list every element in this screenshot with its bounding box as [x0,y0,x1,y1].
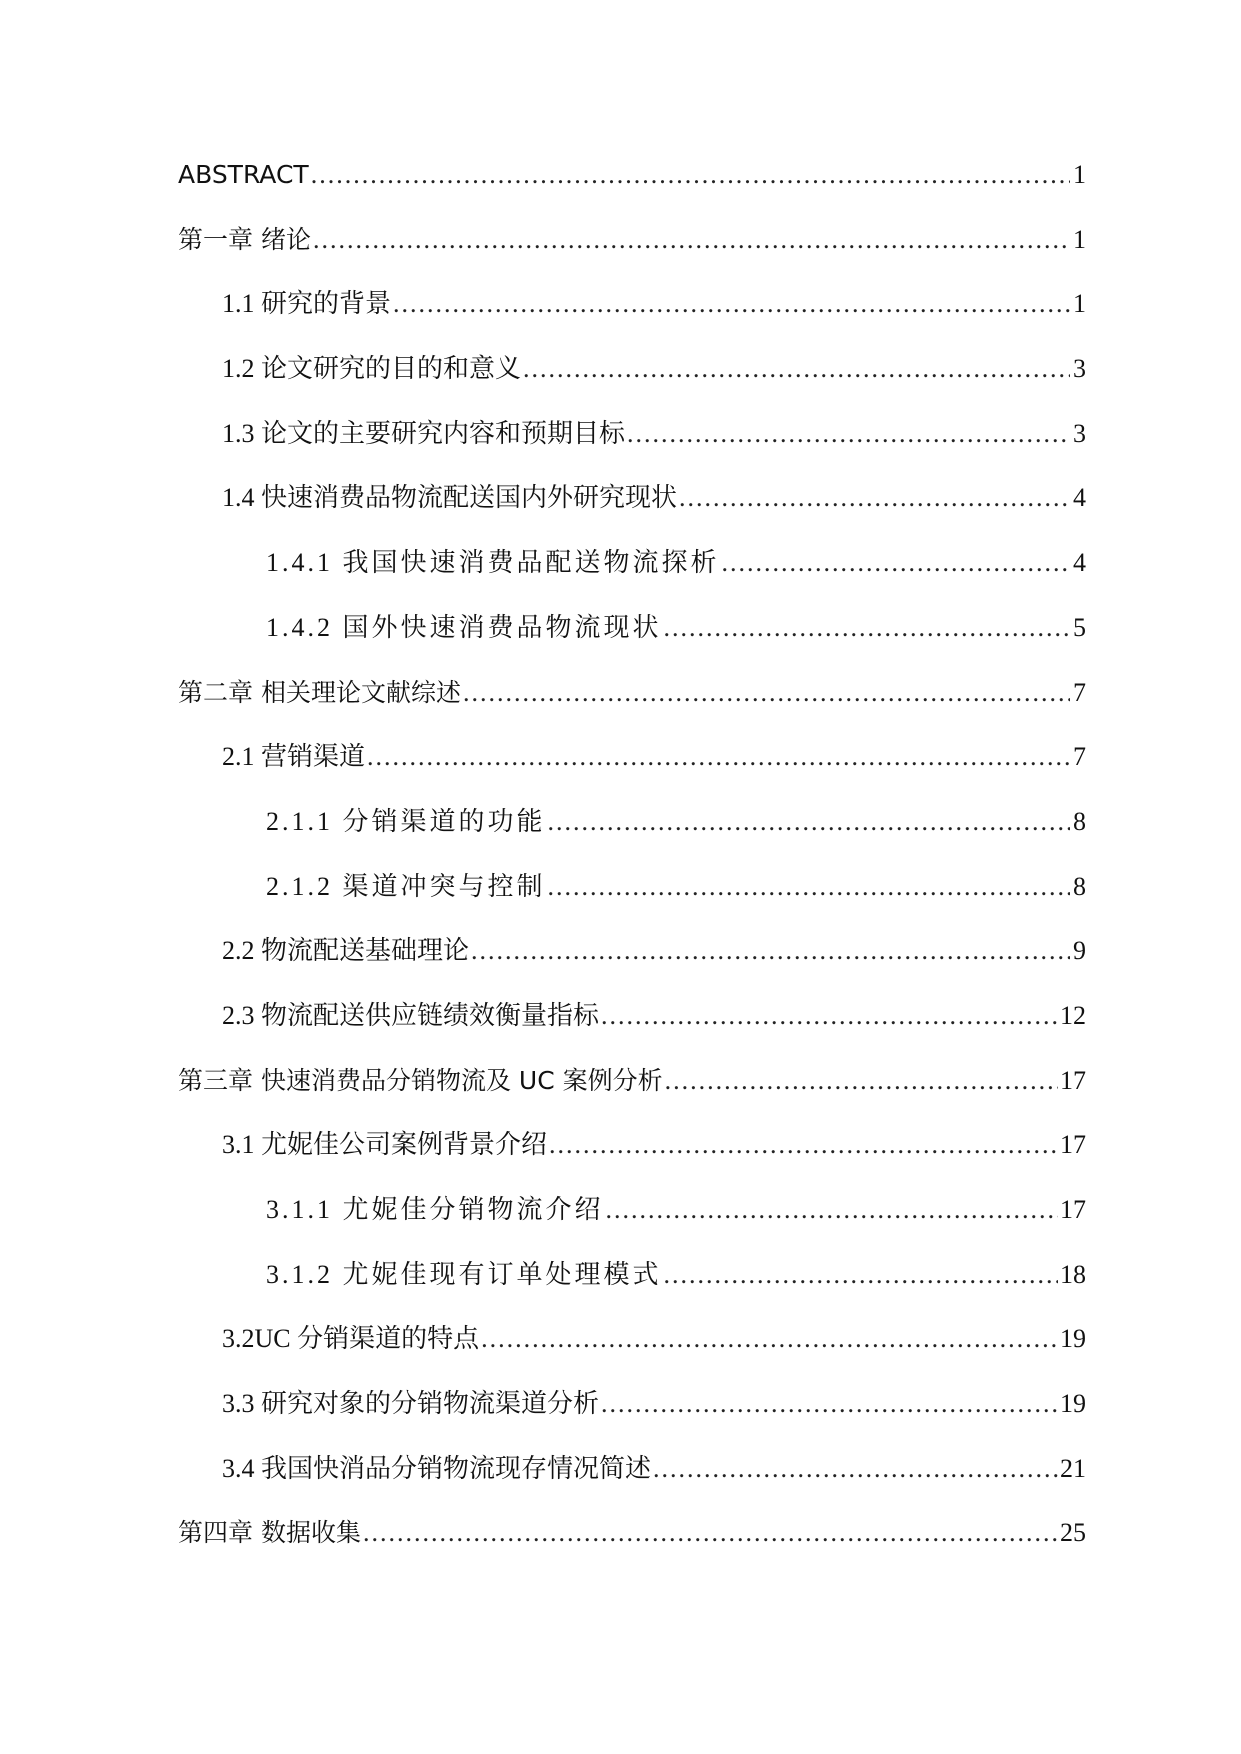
toc-entry-title: 第二章 相关理论文献综述 [178,677,461,707]
toc-page-number: 17 [1060,1065,1086,1095]
toc-page-number: 17 [1060,1130,1086,1160]
toc-entry[interactable] [178,543,1086,608]
toc-entry-title: 3.3 研究对象的分销物流渠道分析 [222,1389,600,1419]
toc-entry[interactable] [178,931,1086,996]
toc-page-number: 19 [1060,1389,1086,1419]
toc-entry-title: 3.1 尤妮佳公司案例背景介绍 [222,1130,548,1160]
dot-leader [367,737,1070,777]
toc-entry[interactable] [178,155,1086,220]
table-of-contents [178,155,1086,1578]
toc-entry-title: 1.4.1 我国快速消费品配送物流探析 [266,548,720,578]
toc-entry-title: 2.2 物流配送基础理论 [222,936,470,966]
toc-entry-title: 1.1 研究的背景 [222,289,392,319]
dot-leader [481,1319,1058,1359]
toc-page-number: 7 [1073,677,1086,707]
toc-entry-title: 1.4.2 国外快速消费品物流现状 [266,612,662,642]
toc-page-number: 9 [1073,936,1086,966]
dot-leader [601,996,1058,1036]
toc-entry-title: 1.2 论文研究的目的和意义 [222,354,522,384]
toc-entry[interactable] [178,1319,1086,1384]
toc-entry[interactable] [178,1449,1086,1514]
toc-page-number: 12 [1060,1000,1086,1030]
dot-leader [665,1061,1058,1101]
dot-leader [664,1255,1058,1295]
toc-entry[interactable] [178,1061,1086,1126]
toc-entry[interactable] [178,673,1086,738]
dot-leader [313,220,1070,260]
dot-leader [549,1125,1058,1165]
toc-entry-title: 第一章 绪论 [178,224,311,254]
toc-entry-title: 第四章 数据收集 [178,1518,361,1548]
toc-page-number: 5 [1073,612,1086,642]
toc-page-number: 19 [1060,1324,1086,1354]
dot-leader [311,155,1070,195]
toc-entry-title: 3.1.1 尤妮佳分销物流介绍 [266,1195,604,1224]
dot-leader [664,608,1070,648]
toc-entry[interactable] [178,1384,1086,1449]
dot-leader [463,673,1070,713]
toc-page-number: 18 [1060,1259,1086,1289]
toc-page-number: 1 [1073,160,1086,189]
dot-leader [548,802,1070,842]
dot-leader [393,284,1070,324]
toc-entry-title: 1.3 论文的主要研究内容和预期目标 [222,418,626,448]
toc-entry[interactable] [178,1513,1086,1578]
toc-page-number: 4 [1073,483,1086,513]
toc-entry[interactable] [178,996,1086,1061]
toc-page-number: 1 [1073,289,1086,319]
toc-entry[interactable] [178,349,1086,414]
dot-leader [653,1449,1058,1489]
toc-entry[interactable] [178,414,1086,479]
toc-entry[interactable] [178,1125,1086,1190]
toc-entry-title: ABSTRACT [178,160,309,189]
toc-page-number: 1 [1073,224,1086,254]
dot-leader [548,867,1070,907]
dot-leader [471,931,1070,971]
toc-entry[interactable] [178,1255,1086,1320]
toc-entry[interactable] [178,737,1086,802]
toc-entry[interactable] [178,802,1086,867]
toc-entry-title: 第三章 快速消费品分销物流及 UC 案例分析 [178,1065,663,1095]
dot-leader [679,478,1070,518]
toc-entry[interactable] [178,284,1086,349]
toc-entry[interactable] [178,867,1086,932]
toc-page-number: 7 [1073,742,1086,772]
toc-entry-title: 3.4 我国快消品分销物流现存情况简述 [222,1453,652,1483]
toc-entry-title: 3.1.2 尤妮佳现有订单处理模式 [266,1259,662,1289]
toc-entry[interactable] [178,478,1086,543]
toc-page-number: 17 [1060,1195,1086,1224]
toc-entry[interactable] [178,220,1086,285]
toc-entry[interactable] [178,608,1086,673]
toc-entry-title: 2.3 物流配送供应链绩效衡量指标 [222,1000,600,1030]
toc-entry-title: 2.1 营销渠道 [222,742,366,772]
toc-page-number: 25 [1060,1518,1086,1548]
toc-entry-title: 3.2UC 分销渠道的特点 [222,1324,480,1354]
toc-page-number: 8 [1073,806,1086,836]
dot-leader [627,414,1070,454]
dot-leader [601,1384,1058,1424]
dot-leader [606,1190,1058,1230]
dot-leader [722,543,1070,583]
toc-page-number: 3 [1073,354,1086,384]
toc-page-number: 21 [1060,1453,1086,1483]
toc-entry-title: 1.4 快速消费品物流配送国内外研究现状 [222,483,678,513]
toc-entry-title: 2.1.1 分销渠道的功能 [266,806,546,836]
toc-page-number: 4 [1073,548,1086,578]
toc-page-number: 3 [1073,418,1086,448]
dot-leader [523,349,1070,389]
dot-leader [363,1513,1058,1553]
toc-entry-title: 2.1.2 渠道冲突与控制 [266,871,546,901]
toc-page-number: 8 [1073,871,1086,901]
toc-entry[interactable] [178,1190,1086,1255]
